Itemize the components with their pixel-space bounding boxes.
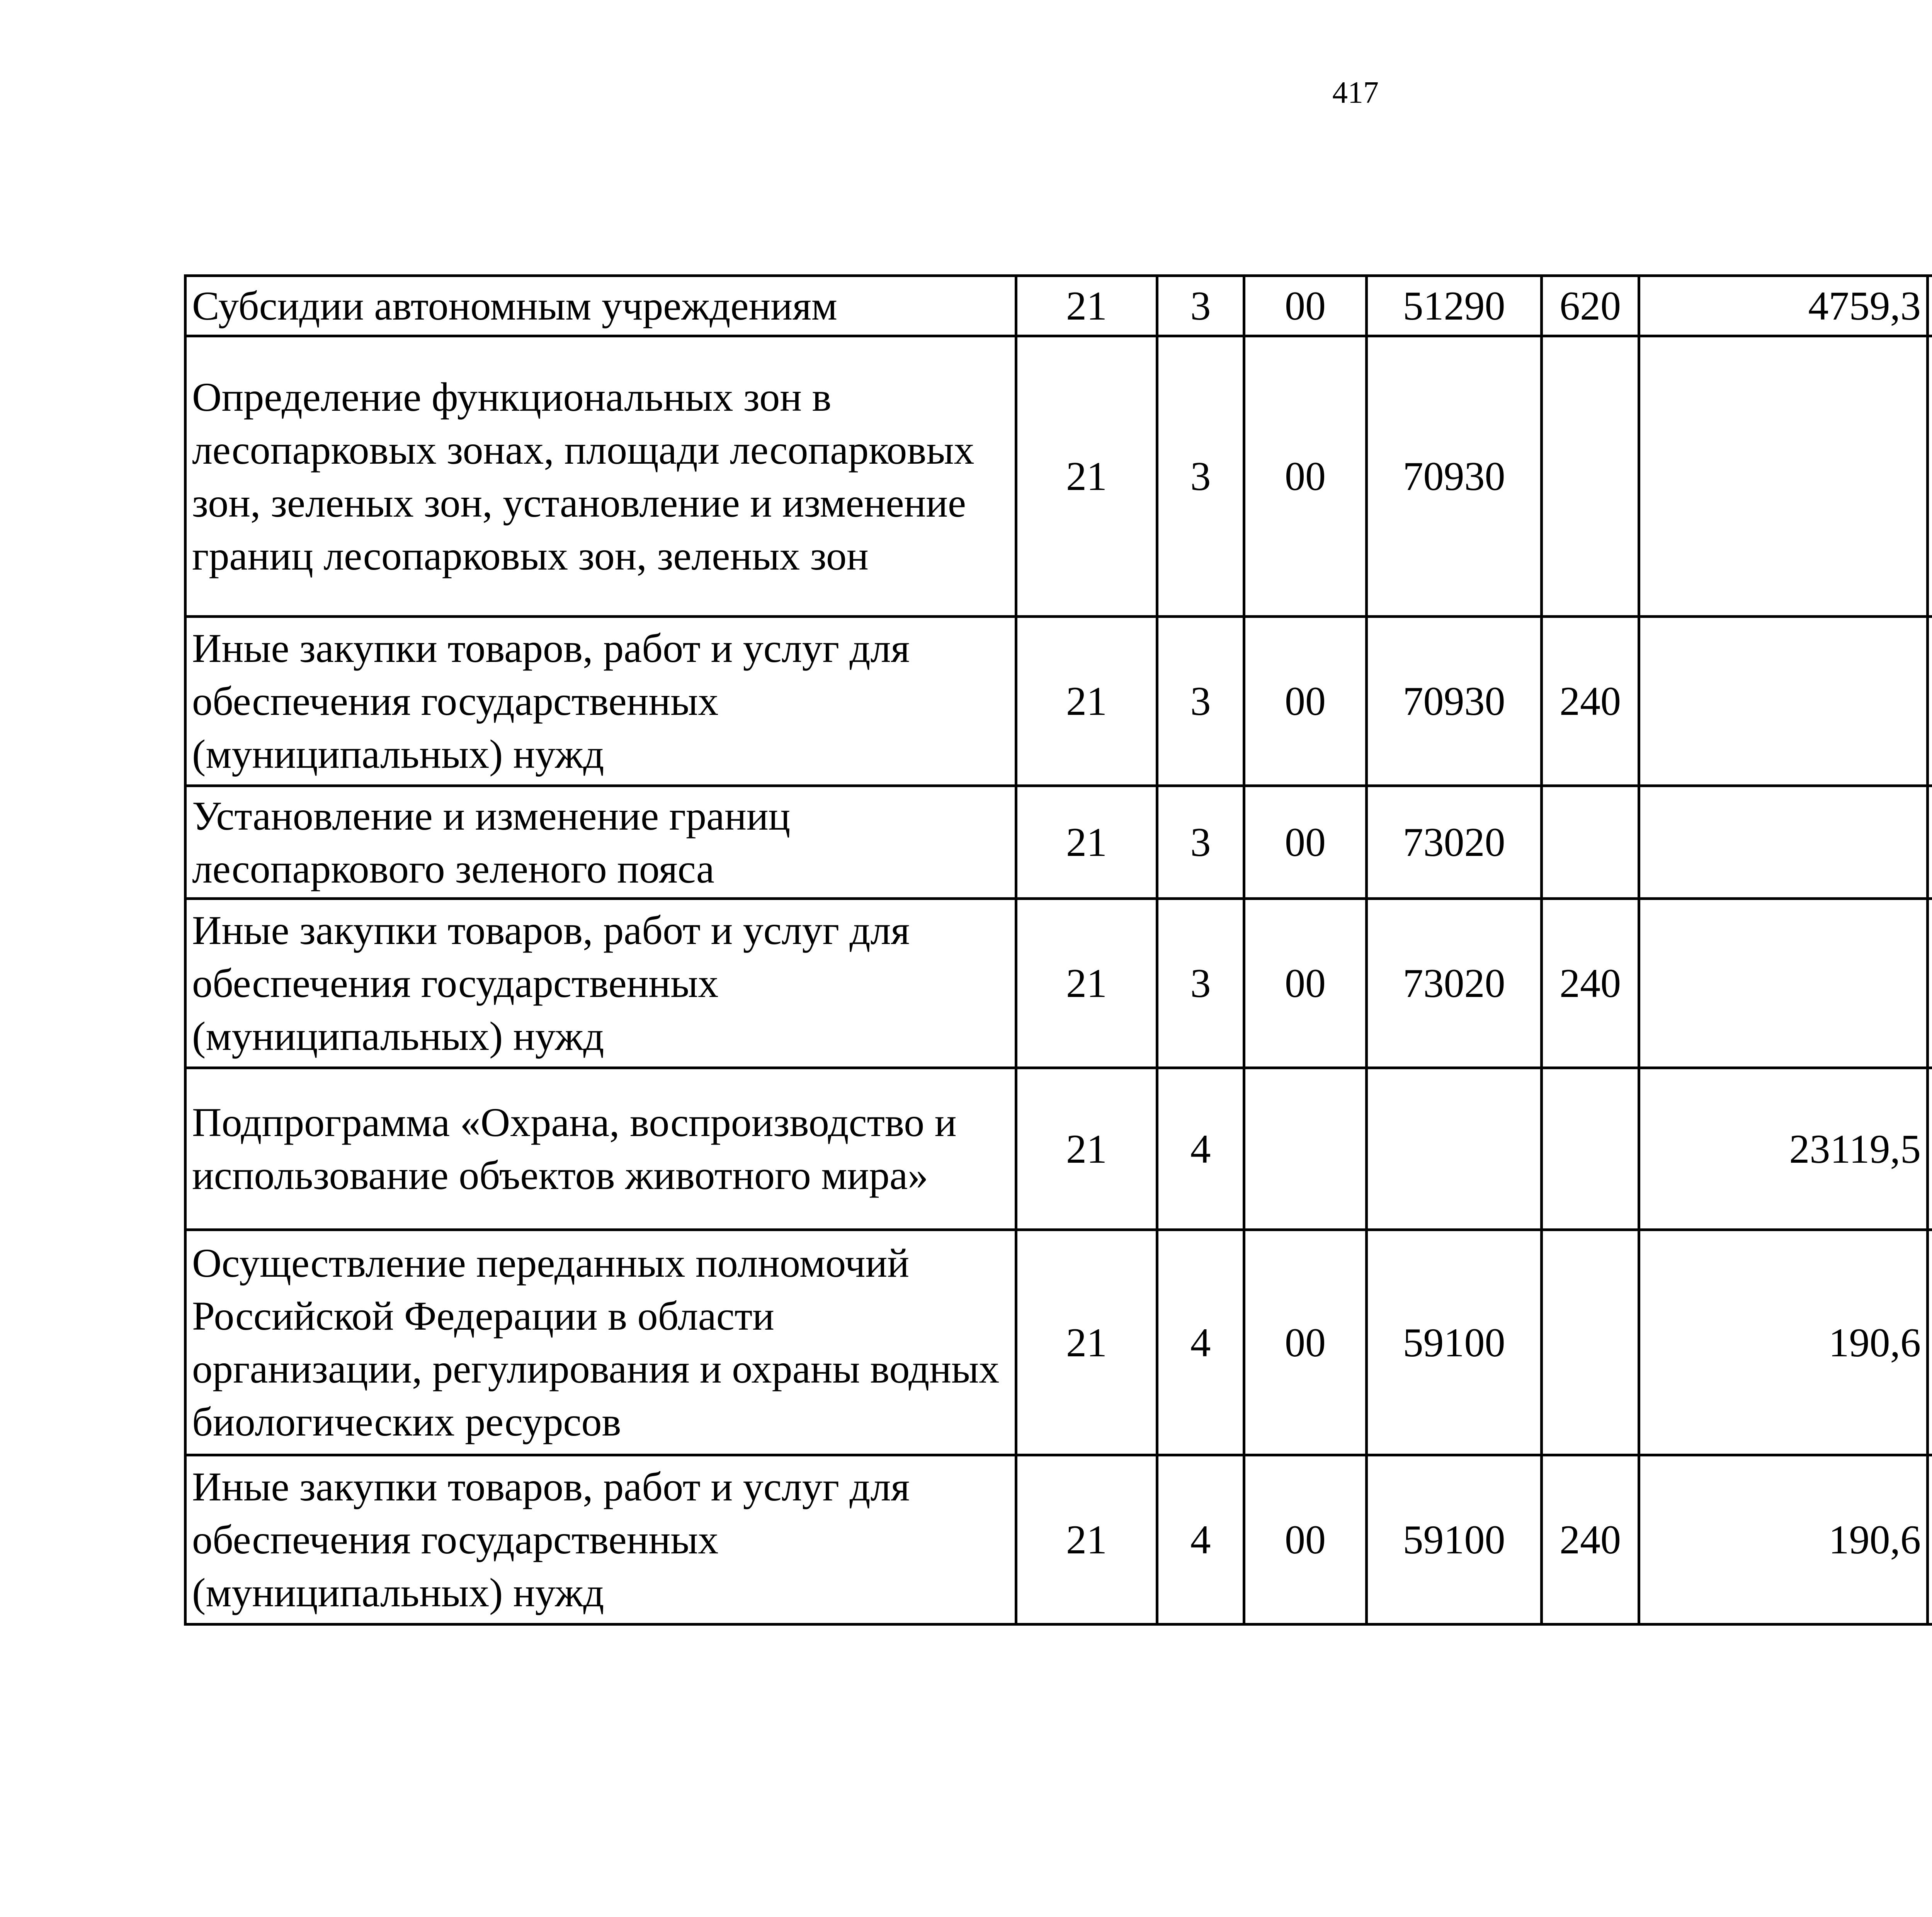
code-expense-type: 240	[1542, 1455, 1639, 1624]
code-direction: 51290	[1367, 276, 1542, 336]
row-description: Иные закупки товаров, работ и услуг для обеспечения государственных (муниципальных) нужд	[185, 617, 1016, 786]
code-direction: 59100	[1367, 1455, 1542, 1624]
code-gp: 21	[1016, 336, 1157, 617]
code-subprogram: 4	[1157, 1230, 1244, 1455]
table-row	[185, 1068, 1932, 1230]
row-description: Определение функциональных зон в лесопарковых зонах, площади лесопарковых зон, зеленых зон, установление и изменение границ лесопарковых зон, зеленых зон	[185, 336, 1016, 617]
table-row	[185, 899, 1932, 1068]
budget-table	[184, 274, 1932, 1626]
table-row	[185, 1230, 1932, 1455]
code-subprogram: 4	[1157, 1068, 1244, 1230]
amount-year-1: 190,6	[1639, 1455, 1928, 1624]
table-row	[185, 617, 1932, 786]
amount-year-2	[1928, 276, 1932, 336]
code-event: 00	[1244, 617, 1367, 786]
code-event: 00	[1244, 276, 1367, 336]
row-description: Осуществление переданных полномочий Российской Федерации в области организации, регулирования и охраны водных биологических ресурсов	[185, 1230, 1016, 1455]
code-direction: 73020	[1367, 899, 1542, 1068]
code-expense-type	[1542, 1068, 1639, 1230]
code-gp: 21	[1016, 1230, 1157, 1455]
amount-year-2	[1928, 617, 1932, 786]
amount-year-1	[1639, 786, 1928, 899]
amount-year-1: 4759,3	[1639, 276, 1928, 336]
table-row	[185, 1455, 1932, 1624]
code-subprogram: 3	[1157, 276, 1244, 336]
amount-year-2	[1928, 899, 1932, 1068]
amount-year-2	[1928, 786, 1932, 899]
row-description: Иные закупки товаров, работ и услуг для обеспечения государственных (муниципальных) нужд	[185, 1455, 1016, 1624]
code-subprogram: 3	[1157, 336, 1244, 617]
amount-year-1	[1639, 899, 1928, 1068]
amount-year-1: 190,6	[1639, 1230, 1928, 1455]
code-gp: 21	[1016, 786, 1157, 899]
amount-year-1	[1639, 617, 1928, 786]
amount-year-2	[1928, 1068, 1932, 1230]
code-expense-type: 620	[1542, 276, 1639, 336]
code-direction: 70930	[1367, 617, 1542, 786]
code-direction: 59100	[1367, 1230, 1542, 1455]
amount-year-1	[1639, 336, 1928, 617]
table-row	[185, 276, 1932, 336]
code-gp: 21	[1016, 1455, 1157, 1624]
code-direction: 73020	[1367, 786, 1542, 899]
row-description: Иные закупки товаров, работ и услуг для обеспечения государственных (муниципальных) нужд	[185, 899, 1016, 1068]
code-expense-type	[1542, 1230, 1639, 1455]
code-event	[1244, 1068, 1367, 1230]
code-subprogram: 3	[1157, 617, 1244, 786]
page-number: 417	[1332, 76, 1379, 110]
code-gp: 21	[1016, 1068, 1157, 1230]
code-expense-type: 240	[1542, 617, 1639, 786]
code-gp: 21	[1016, 276, 1157, 336]
code-subprogram: 3	[1157, 899, 1244, 1068]
code-expense-type	[1542, 336, 1639, 617]
table-row	[185, 786, 1932, 899]
code-event: 00	[1244, 899, 1367, 1068]
code-event: 00	[1244, 1455, 1367, 1624]
amount-year-1: 23119,5	[1639, 1068, 1928, 1230]
code-gp: 21	[1016, 617, 1157, 786]
code-subprogram: 3	[1157, 786, 1244, 899]
amount-year-2	[1928, 336, 1932, 617]
code-expense-type	[1542, 786, 1639, 899]
code-subprogram: 4	[1157, 1455, 1244, 1624]
code-event: 00	[1244, 336, 1367, 617]
code-expense-type: 240	[1542, 899, 1639, 1068]
row-description: Установление и изменение границ лесопаркового зеленого пояса	[185, 786, 1016, 899]
row-description: Подпрограмма «Охрана, воспроизводство и использование объектов животного мира»	[185, 1068, 1016, 1230]
table-row	[185, 336, 1932, 617]
code-direction	[1367, 1068, 1542, 1230]
code-gp: 21	[1016, 899, 1157, 1068]
amount-year-2	[1928, 1230, 1932, 1455]
code-event: 00	[1244, 786, 1367, 899]
amount-year-2	[1928, 1455, 1932, 1624]
code-event: 00	[1244, 1230, 1367, 1455]
row-description: Субсидии автономным учреждениям	[185, 276, 1016, 336]
code-direction: 70930	[1367, 336, 1542, 617]
